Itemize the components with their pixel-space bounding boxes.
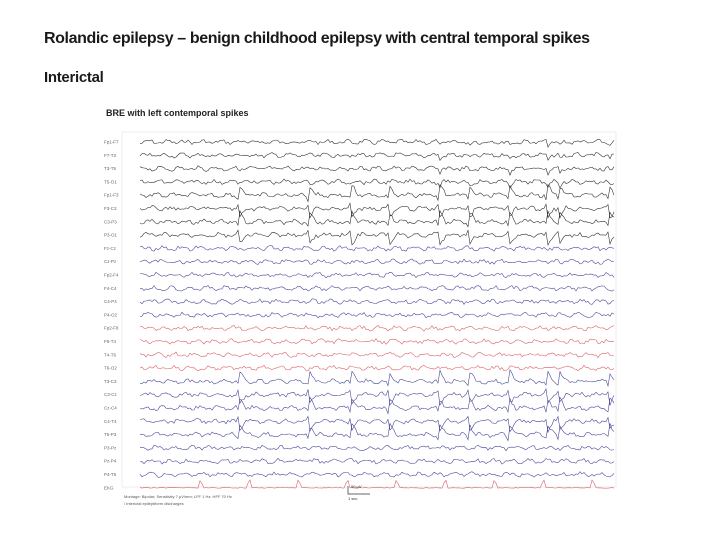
eeg-trace	[140, 286, 614, 292]
channel-label: Fz-Cz	[104, 245, 116, 251]
channel-label: F4-C4	[104, 285, 117, 291]
channel-label: P3-Pz	[104, 445, 117, 451]
eeg-trace	[140, 423, 614, 440]
eeg-trace	[140, 370, 614, 386]
channel-label: Fp1-F3	[104, 192, 119, 198]
eeg-trace	[140, 203, 614, 218]
eeg-trace	[140, 139, 614, 147]
eeg-trace	[140, 185, 614, 202]
channel-label: F7-T3	[104, 152, 117, 158]
eeg-trace	[140, 259, 614, 265]
channel-label: Fp1-F7	[104, 139, 119, 145]
channel-label: T5-P3	[104, 432, 117, 438]
eeg-tracing	[100, 102, 622, 522]
channel-label: Fp2-F4	[104, 272, 119, 278]
channel-label: Cz-Pz	[104, 259, 117, 265]
channel-label: Pz-P4	[104, 458, 117, 464]
channel-label: P4-O2	[104, 312, 118, 318]
figure-frame	[122, 132, 616, 487]
eeg-trace	[140, 389, 614, 406]
eeg-trace	[140, 179, 614, 188]
footer-line-2: / Interictal epileptiform discharges	[124, 501, 184, 506]
channel-label: C3-Cz	[104, 392, 117, 398]
channel-label: T6-O2	[104, 365, 117, 371]
channel-label: T3-T5	[104, 166, 117, 172]
channel-label: F8-T4	[104, 339, 117, 344]
eeg-trace	[140, 352, 614, 358]
eeg-figure	[100, 102, 622, 522]
eeg-trace	[140, 153, 614, 161]
eeg-trace	[140, 472, 614, 478]
eeg-trace	[140, 299, 614, 305]
channel-label: Fp2-F8	[104, 325, 119, 331]
scale-time-label: 1 sec	[348, 496, 358, 501]
eeg-trace	[140, 325, 614, 331]
slide-subtitle: Interictal	[44, 69, 104, 86]
footer-line-1: Montage: Bipolar; Sensitivity 7 μV/mm; LFF 1 Hz; HFF 70 Hz	[124, 494, 232, 499]
eeg-trace	[140, 272, 614, 278]
eeg-trace	[140, 445, 614, 451]
eeg-trace	[140, 211, 614, 227]
channel-label: T4-T6	[104, 352, 117, 358]
eeg-trace	[140, 312, 614, 318]
channel-label: C4-T4	[104, 418, 117, 424]
eeg-trace	[140, 458, 614, 464]
slide-title: Rolandic epilepsy – benign childhood epilepsy with central temporal spikes	[44, 30, 590, 47]
eeg-trace	[140, 397, 614, 413]
channel-label: T3-C3	[104, 378, 117, 384]
scale-amplitude-label: 50 μV	[351, 484, 362, 489]
channel-label: C4-P4	[104, 299, 117, 305]
channel-label: EKG	[104, 485, 114, 491]
channel-label: P4-T6	[104, 472, 117, 477]
channel-label: F3-C3	[104, 206, 117, 211]
eeg-trace	[140, 416, 614, 432]
eeg-trace	[140, 339, 614, 345]
eeg-trace	[140, 365, 614, 371]
channel-label: T5-O1	[104, 179, 117, 185]
channel-label: P3-O1	[104, 232, 118, 238]
channel-label: Cz-C4	[104, 405, 117, 411]
eeg-trace	[140, 166, 614, 175]
eeg-trace	[140, 230, 614, 245]
figure-title: BRE with left contemporal spikes	[106, 108, 249, 118]
channel-label: C3-P3	[104, 219, 117, 225]
eeg-trace	[140, 246, 614, 252]
